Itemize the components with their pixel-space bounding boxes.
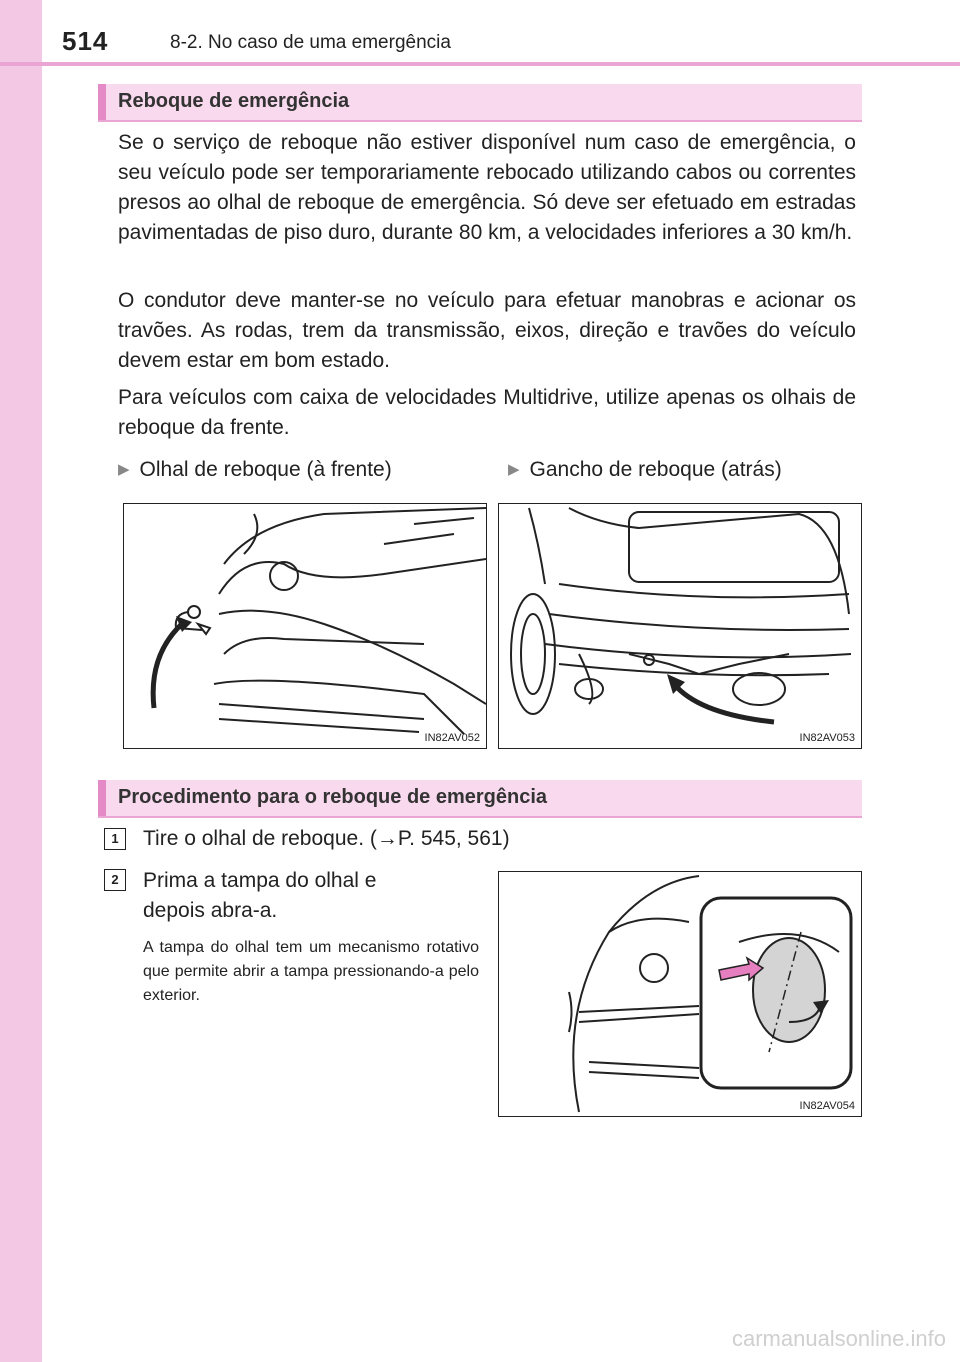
cover-drawing xyxy=(499,872,861,1116)
intro-paragraph: Se o serviço de reboque não estiver disponível num caso de emergência, o seu veículo pode ser temporariamente rebocado utilizando cabos ou correntes presos ao olhal de reboque de emergência. Só deve ser efetuado em estradas pavimentadas de piso duro, durante 80 km, a velocidades inferiores a 30 km/h. xyxy=(118,131,856,244)
figure-code: IN82AV054 xyxy=(799,1100,855,1112)
front-towing-eyelet-illustration xyxy=(123,503,487,749)
figure-code: IN82AV053 xyxy=(799,732,855,744)
side-color-bar xyxy=(0,0,42,1362)
watermark-text: carmanualsonline.info xyxy=(731,1326,946,1351)
step-number-1: 1 xyxy=(104,828,126,850)
rear-figure-caption xyxy=(508,458,782,482)
section-title: Procedimento para o reboque de emergência xyxy=(118,786,548,808)
step-2-text-line2: depois abra-a. xyxy=(143,899,278,922)
rear-towing-hook-illustration xyxy=(498,503,862,749)
step-1-text: Tire o olhal de reboque. (→P. 545, 561) xyxy=(143,827,510,850)
section-rule xyxy=(98,120,862,122)
rear-car-drawing xyxy=(499,504,861,748)
figure-code: IN82AV052 xyxy=(424,732,480,744)
section-title: Reboque de emergência xyxy=(118,90,350,112)
page-number: 514 xyxy=(62,26,109,56)
step-2-note: A tampa do olhal tem um mecanismo rotativo que permite abrir a tampa pressionando-a pelo exterior. xyxy=(143,939,479,1004)
header-rule xyxy=(0,62,960,66)
step-2-text-line1: Prima a tampa do olhal e xyxy=(143,869,377,892)
driver-paragraph: O condutor deve manter-se no veículo para efetuar manobras e acionar os travões. As rodas, trem da transmissão, eixos, direção e travões do veículo devem estar em bom estado. xyxy=(118,289,856,372)
front-figure-caption xyxy=(118,458,392,482)
section-heading-towing-procedure xyxy=(98,780,862,816)
triangle-bullet-icon: ▶ xyxy=(118,461,130,478)
section-heading-emergency-towing xyxy=(98,84,862,120)
caption-text: Gancho de reboque (atrás) xyxy=(529,458,782,481)
section-rule xyxy=(98,816,862,818)
triangle-bullet-icon: ▶ xyxy=(508,461,520,478)
eyelet-cover-illustration xyxy=(498,871,862,1117)
multidrive-paragraph: Para veículos com caixa de velocidades Multidrive, utilize apenas os olhais de reboque da frente. xyxy=(118,386,856,439)
step-number-2: 2 xyxy=(104,869,126,891)
caption-text: Olhal de reboque (à frente) xyxy=(139,458,392,481)
front-car-drawing xyxy=(124,504,486,748)
chapter-title: 8-2. No caso de uma emergência xyxy=(170,32,451,53)
